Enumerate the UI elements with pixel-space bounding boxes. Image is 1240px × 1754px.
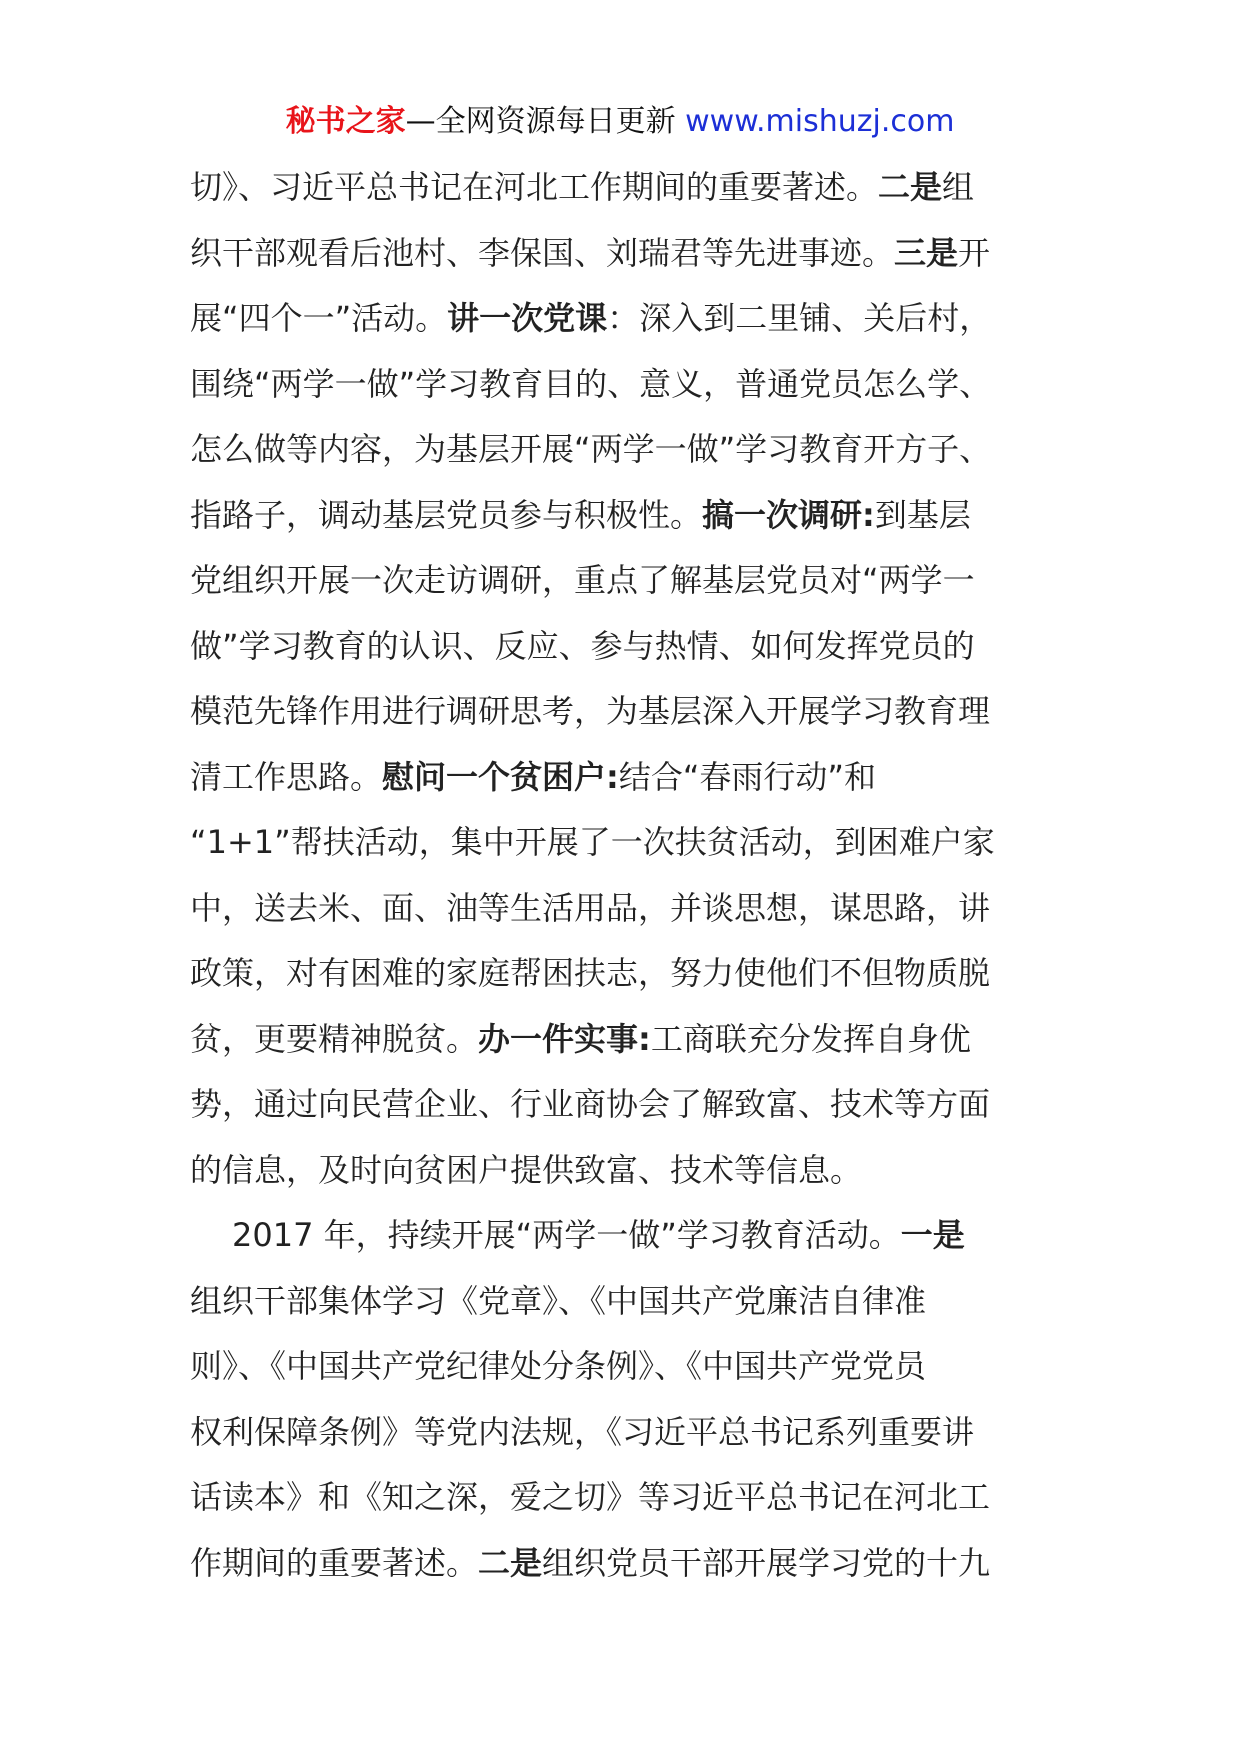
text-line [190, 1473, 1070, 1539]
text-run: 做”学习教育的认识、反应、参与热情、如何发挥党员的 [190, 626, 975, 665]
text-run: 贫，更要精神脱贫。 [190, 1019, 479, 1058]
text-line [190, 294, 1070, 360]
text-line [190, 1080, 1070, 1146]
text-run: 作期间的重要著述。 [190, 1543, 479, 1582]
text-run: 展“四个一”活动。 [190, 299, 448, 337]
text-line [190, 622, 1070, 688]
brand-name: 秘书之家 [285, 104, 406, 139]
text-run: 的信息，及时向贫困户提供致富、技术等信息。 [190, 1150, 863, 1189]
bold-text-run: 二是 [878, 168, 943, 206]
text-line [190, 818, 1070, 884]
text-run: 组织党员干部开展学习党的十九 [542, 1543, 991, 1582]
text-run: 到基层 [874, 495, 971, 534]
text-line [190, 1539, 1070, 1605]
text-run: 清工作思路。 [190, 757, 383, 796]
text-line [190, 949, 1070, 1015]
site-url-link[interactable]: www.mishuzj.com [685, 104, 955, 139]
text-run: 组织干部集体学习《党章》、《中国共产党廉洁自律准 [190, 1281, 927, 1320]
text-line [190, 163, 1070, 229]
bold-text-run: 二是 [478, 1543, 543, 1582]
text-run: 势，通过向民营企业、行业商协会了解致富、技术等方面 [190, 1085, 991, 1123]
text-run: 则》、《中国共产党纪律处分条例》、《中国共产党党员 [190, 1347, 927, 1385]
text-run: 工商联充分发挥自身优 [650, 1019, 971, 1058]
text-run: 结合“春雨行动”和 [618, 757, 876, 796]
text-run: 开 [958, 233, 991, 272]
text-run: 织干部观看后池村、李保国、刘瑞君等先进事迹。 [190, 233, 895, 272]
document-body [190, 163, 1070, 1604]
text-line [190, 425, 1070, 491]
text-run: 2017 年，持续开展“两学一做”学习教育活动。 [232, 1216, 901, 1254]
bold-text-run: 一是 [900, 1216, 965, 1254]
text-line [190, 360, 1070, 426]
text-line [190, 491, 1070, 557]
text-line [190, 1408, 1070, 1474]
text-line [190, 1015, 1070, 1081]
text-run: 怎么做等内容，为基层开展“两学一做”学习教育开方子、 [190, 430, 992, 468]
text-line [190, 1211, 1070, 1277]
bold-text-run: 讲一次党课 [447, 299, 608, 337]
text-run: 话读本》和《知之深，爱之切》等习近平总书记在河北工 [190, 1478, 991, 1516]
bold-text-run: 三是 [894, 233, 959, 272]
text-run: “1+1”帮扶活动，集中开展了一次扶贫活动，到困难户家 [190, 823, 995, 861]
text-run: 党组织开展一次走访调研，重点了解基层党员对“两学一 [190, 561, 975, 599]
text-run: 权利保障条例》等党内法规，《习近平总书记系列重要讲 [190, 1412, 975, 1451]
text-run: 组 [942, 168, 975, 206]
text-line [190, 229, 1070, 295]
header-tagline: —全网资源每日更新 [405, 104, 676, 139]
text-run: 模范先锋作用进行调研思考，为基层深入开展学习教育理 [190, 692, 991, 730]
page-header [0, 100, 1240, 144]
text-line [190, 1277, 1070, 1343]
bold-text-run: 搞一次调研: [702, 495, 875, 534]
text-run: ：深入到二里铺、关后村， [607, 299, 992, 337]
text-line [190, 1342, 1070, 1408]
text-line [190, 753, 1070, 819]
text-line [190, 687, 1070, 753]
text-run: 围绕“两学一做”学习教育目的、意义，普通党员怎么学、 [190, 364, 992, 403]
text-line [190, 1146, 1070, 1212]
text-line [190, 884, 1070, 950]
bold-text-run: 办一件实事: [478, 1019, 651, 1058]
text-run: 中，送去米、面、油等生活用品，并谈思想，谋思路，讲 [190, 888, 991, 927]
bold-text-run: 慰问一个贫困户: [382, 757, 619, 796]
text-run: 政策，对有困难的家庭帮困扶志，努力使他们不但物质脱 [190, 954, 991, 992]
text-run: 切》、习近平总书记在河北工作期间的重要著述。 [190, 168, 879, 206]
text-line [190, 556, 1070, 622]
text-run: 指路子，调动基层党员参与积极性。 [190, 495, 703, 534]
